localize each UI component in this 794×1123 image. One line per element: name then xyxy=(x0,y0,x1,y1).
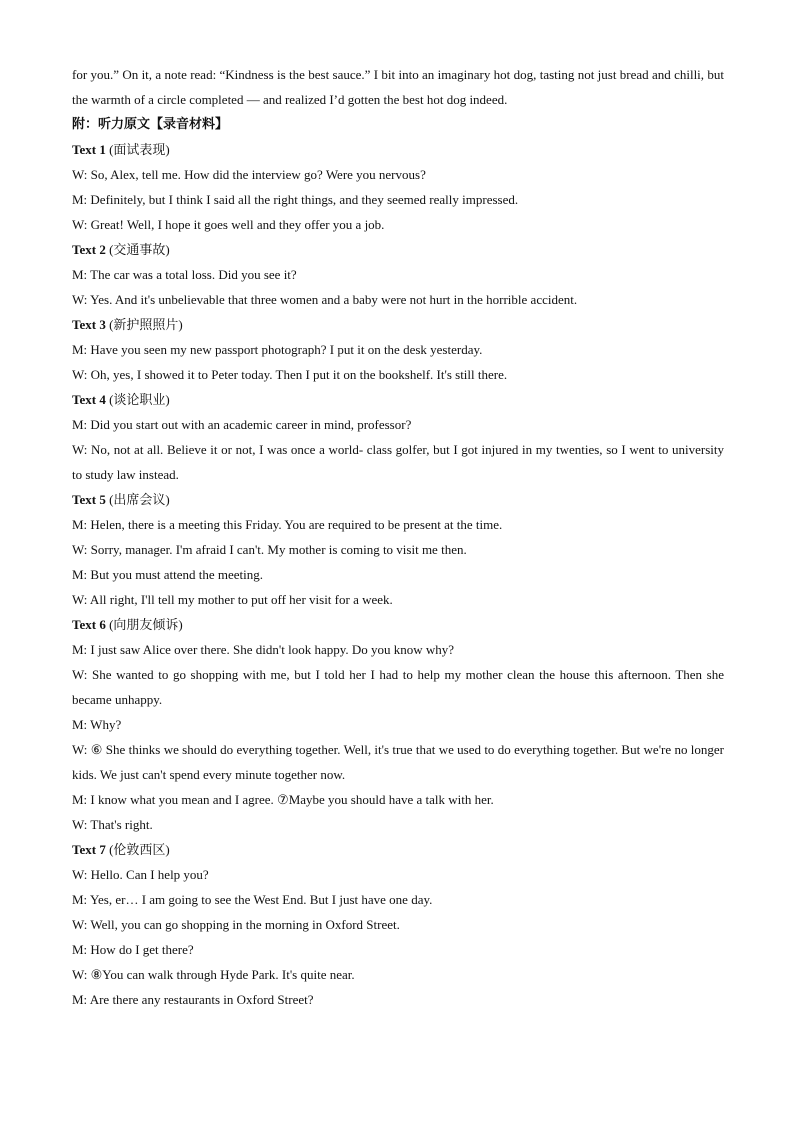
text-label: Text 1 xyxy=(72,142,106,157)
dialogue-line: W: Great! Well, I hope it goes well and they offer you a job. xyxy=(72,217,385,232)
dialogue-line: W: Well, you can go shopping in the morning in Oxford Street. xyxy=(72,917,400,932)
text-label: Text 3 xyxy=(72,317,106,332)
appendix-title: 附：听力原文【录音材料】 xyxy=(72,117,229,132)
dialogue-line: W: ⑧You can walk through Hyde Park. It's quite near. xyxy=(72,967,355,982)
text-5-heading xyxy=(72,487,724,512)
dialogue-line: W: Yes. And it's unbelievable that three women and a baby were not hurt in the horrible accident. xyxy=(72,292,578,307)
dialogue-line: W: She wanted to go shopping with me, but I told her I had to help my mother clean the house this afternoon. Then she became unhappy. xyxy=(72,667,724,707)
text-1-heading xyxy=(72,137,724,162)
dialogue-line: M: Definitely, but I think I said all the right things, and they seemed really impressed. xyxy=(72,192,519,207)
text-label: Text 6 xyxy=(72,617,106,632)
text-6-heading xyxy=(72,612,724,637)
text-7-heading xyxy=(72,837,724,862)
dialogue-line: M: Did you start out with an academic career in mind, professor? xyxy=(72,417,412,432)
dialogue-line: W: That's right. xyxy=(72,817,153,832)
text-4-heading xyxy=(72,387,724,412)
dialogue-line: M: How do I get there? xyxy=(72,942,194,957)
dialogue-line: W: ⑥ She thinks we should do everything together. Well, it's true that we used to do everything together. But we're no longer kids. We just can't spend every minute together now. xyxy=(72,742,724,782)
dialogue-line: M: Why? xyxy=(72,717,122,732)
text-topic: (伦敦西区) xyxy=(105,842,170,857)
text-label: Text 4 xyxy=(72,392,106,407)
dialogue-line: W: All right, I'll tell my mother to put off her visit for a week. xyxy=(72,592,393,607)
text-topic: (出席会议) xyxy=(105,492,170,507)
text-topic: (面试表现) xyxy=(105,142,170,157)
text-topic: (交通事故) xyxy=(105,242,170,257)
text-2-heading xyxy=(72,237,724,262)
dialogue-line: M: I know what you mean and I agree. ⑦Maybe you should have a talk with her. xyxy=(72,792,494,807)
text-topic: (新护照照片) xyxy=(105,317,183,332)
dialogue-line: M: I just saw Alice over there. She didn't look happy. Do you know why? xyxy=(72,642,455,657)
text-label: Text 7 xyxy=(72,842,106,857)
dialogue-line: W: Oh, yes, I showed it to Peter today. Then I put it on the bookshelf. It's still there. xyxy=(72,367,508,382)
dialogue-line: W: No, not at all. Believe it or not, I was once a world- class golfer, but I got injured in my twenties, so I went to university to study law instead. xyxy=(72,442,724,482)
text-topic: (向朋友倾诉) xyxy=(105,617,183,632)
dialogue-line: M: The car was a total loss. Did you see it? xyxy=(72,267,297,282)
text-topic: (谈论职业) xyxy=(105,392,170,407)
dialogue-line: W: So, Alex, tell me. How did the interview go? Were you nervous? xyxy=(72,167,426,182)
dialogue-line: M: Are there any restaurants in Oxford Street? xyxy=(72,992,314,1007)
document-page xyxy=(72,62,724,1012)
intro-paragraph: for you.” On it, a note read: “Kindness is the best sauce.” I bit into an imaginary hot dog, tasting not just bread and chilli, but the warmth of a circle completed — and realized I’d gotten the best hot dog indeed. xyxy=(72,67,724,107)
text-label: Text 2 xyxy=(72,242,106,257)
dialogue-line: M: Have you seen my new passport photograph? I put it on the desk yesterday. xyxy=(72,342,483,357)
text-3-heading xyxy=(72,312,724,337)
dialogue-line: M: Yes, er… I am going to see the West End. But I just have one day. xyxy=(72,892,433,907)
text-label: Text 5 xyxy=(72,492,106,507)
dialogue-line: M: Helen, there is a meeting this Friday. You are required to be present at the time. xyxy=(72,517,503,532)
dialogue-line: W: Sorry, manager. I'm afraid I can't. My mother is coming to visit me then. xyxy=(72,542,467,557)
dialogue-line: M: But you must attend the meeting. xyxy=(72,567,264,582)
dialogue-line: W: Hello. Can I help you? xyxy=(72,867,209,882)
